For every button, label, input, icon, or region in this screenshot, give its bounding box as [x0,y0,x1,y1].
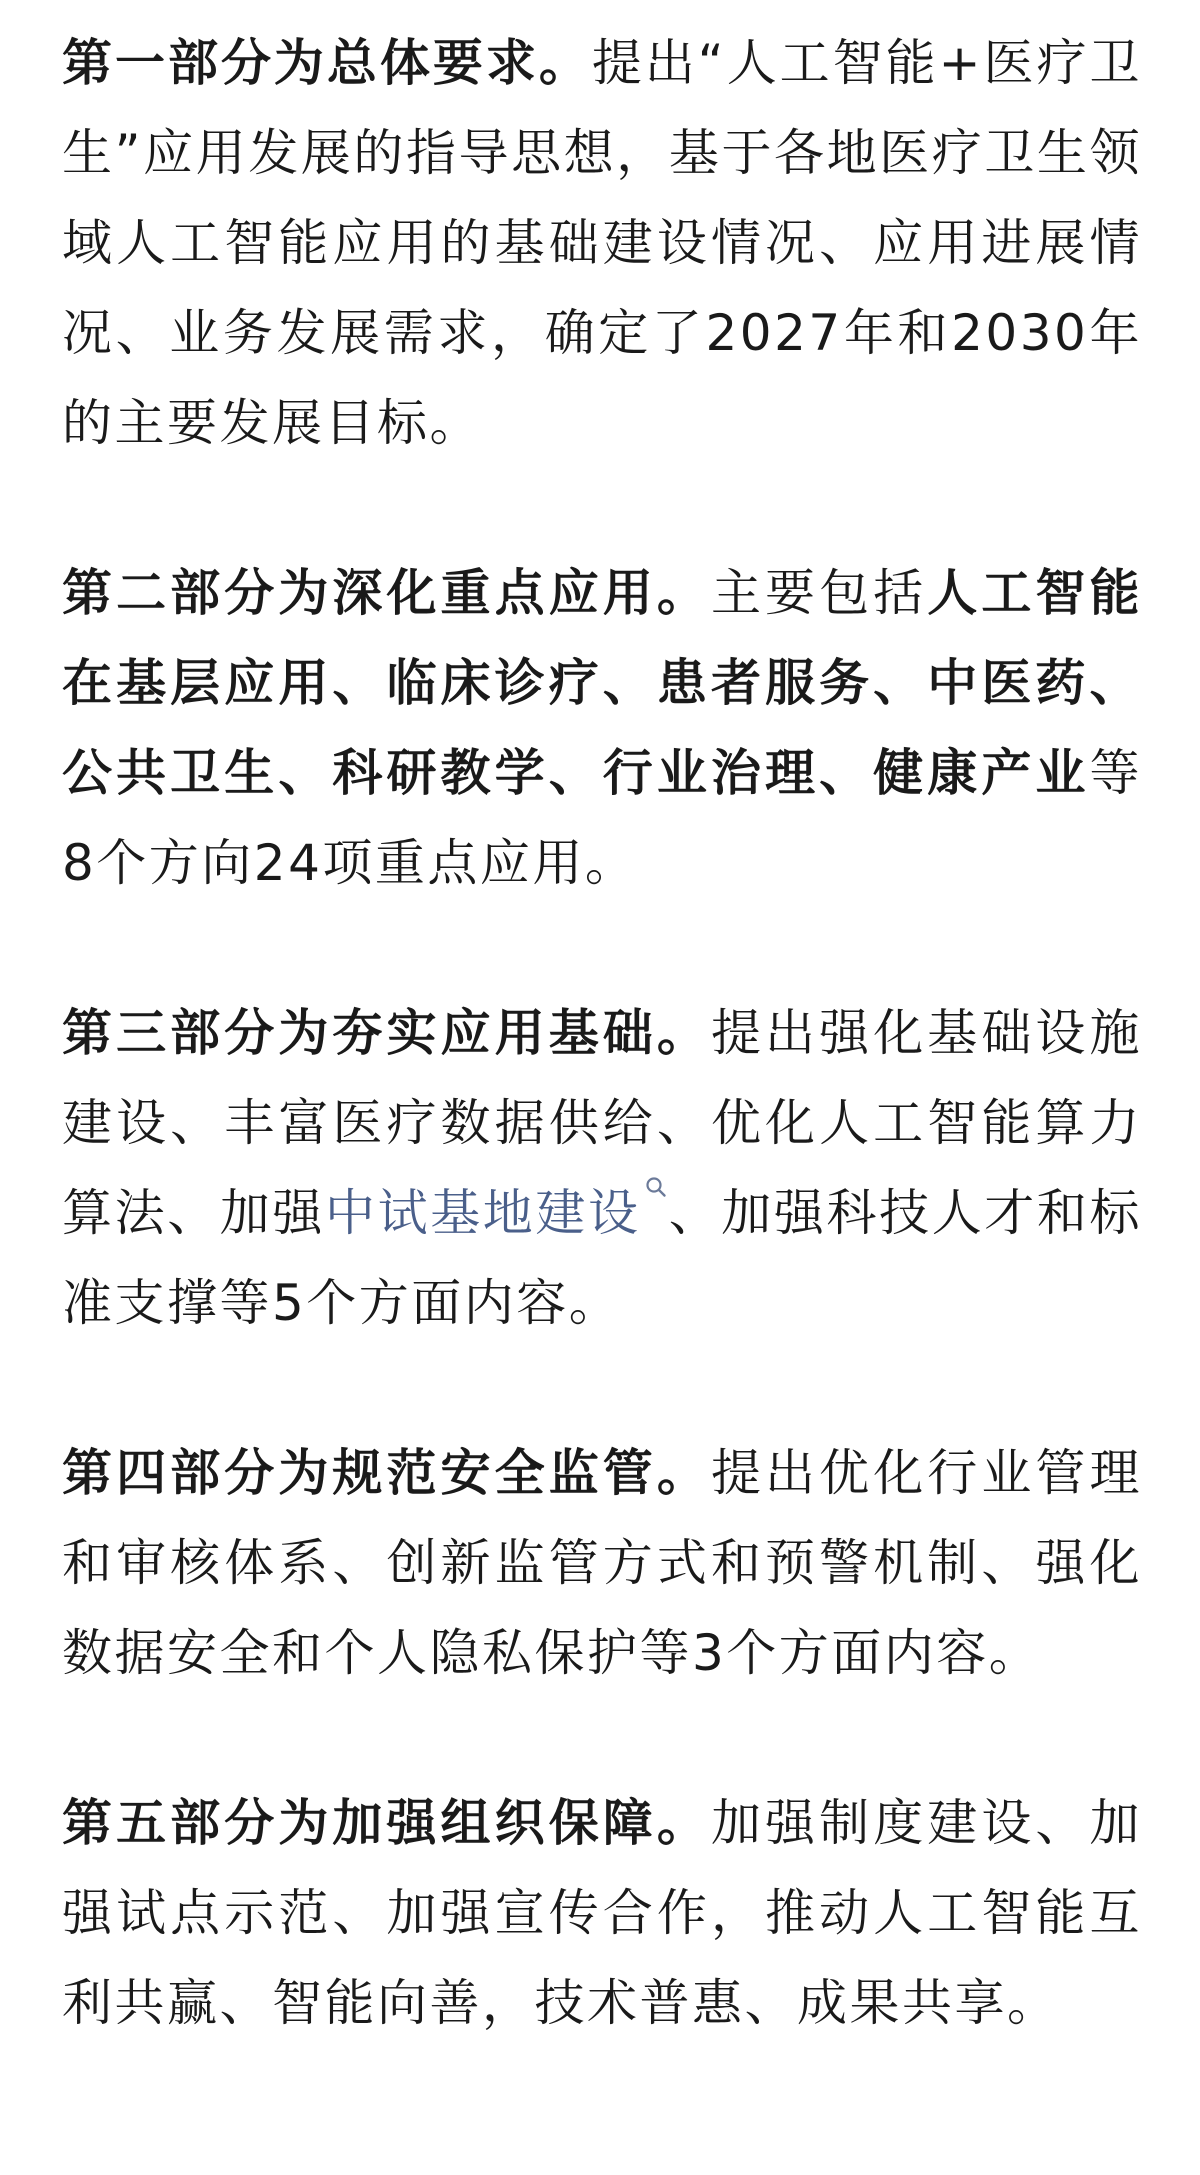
paragraph-lead: 第四部分为规范安全监管。 [62,1444,711,1502]
paragraph-key-applications [62,548,1142,908]
paragraph-text: 主要包括 [710,564,928,622]
search-icon[interactable] [645,1176,667,1198]
paragraph-organizational-guarantee [62,1778,1142,2048]
paragraph-lead: 第三部分为夯实应用基础。 [62,1004,711,1062]
paragraph-text: 提出强化基础设施建设、丰富医疗数据供给、优化人工智能算力算法、加强 [62,1004,1143,1242]
paragraph-safety-supervision [62,1428,1142,1698]
paragraph-lead: 第五部分为加强组织保障。 [62,1794,711,1852]
paragraph-bold-text: 人工智能在基层应用、临床诊疗、患者服务、中医药、公共卫生、科研教学、行业治理、健康产业 [62,564,1143,802]
article-body [62,18,1142,2128]
paragraph-application-foundation [62,988,1142,1348]
paragraph-text: 提出“人工智能+医疗卫生”应用发展的指导思想，基于各地医疗卫生领域人工智能应用的基础建设情况、应用进展情况、业务发展需求，确定了2027年和2030年的主要发展目标。 [62,34,1142,452]
paragraph-lead: 第二部分为深化重点应用。 [62,564,711,622]
pilot-base-search-link[interactable] [325,1184,669,1242]
paragraph-text: 、加强科技人才和标准支撑等5个方面内容。 [62,1184,1143,1332]
paragraph-text: 加强制度建设、加强试点示范、加强宣传合作，推动人工智能互利共赢、智能向善，技术普惠、成果共享。 [62,1794,1143,2032]
paragraph-text: 提出优化行业管理和审核体系、创新监管方式和预警机制、强化数据安全和个人隐私保护等3个方面内容。 [62,1444,1143,1682]
paragraph-lead: 第一部分为总体要求。 [62,34,592,92]
paragraph-text: 等8个方向24项重点应用。 [62,744,1142,892]
bottom-clip [0,2150,1200,2175]
link-text[interactable]: 中试基地建设 [325,1184,641,1242]
paragraph-general-requirements [62,18,1142,468]
